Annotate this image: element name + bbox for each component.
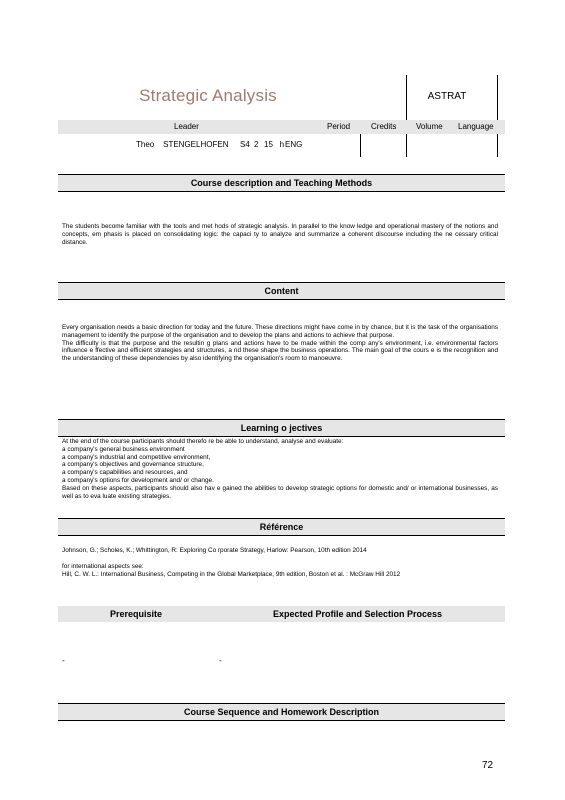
leader-value: Theo STENGELHOFEN <box>136 140 229 149</box>
language-value: ENG <box>285 140 303 149</box>
reference-text <box>62 547 498 578</box>
content-heading: Content <box>58 282 505 300</box>
prerequisite-value: - <box>62 656 65 665</box>
description-text: The students become familiar with the tools and met hods of strategic analysis. In parallel to the know ledge and operational mastery of the notions and concepts, em phasis is placed on consolidating logic: the capaci ty to analyze and summarize a coherent discourse including the ne cessary critical distance. <box>62 223 498 246</box>
period-value: S4 <box>240 140 250 149</box>
reference-line: Johnson, G.; Scholes, K.; Whittington, R: Exploring Co rporate Strategy, Harlow: Pearson, 10th edition 2014 <box>62 547 367 554</box>
prerequisite-profile-header <box>58 606 505 622</box>
language-label: Language <box>458 122 494 131</box>
description-heading: Course description and Teaching Methods <box>58 174 505 192</box>
volume-label: Volume <box>416 122 443 131</box>
credits-label: Credits <box>371 122 397 131</box>
course-title: Strategic Analysis <box>139 86 277 105</box>
profile-value: - <box>219 656 222 665</box>
page-number: 72 <box>482 760 494 771</box>
header-divider-code <box>406 75 407 157</box>
course-code: ASTRAT <box>427 91 467 102</box>
objectives-text <box>62 438 498 500</box>
period-label: Period <box>327 122 351 131</box>
content-text <box>62 324 498 363</box>
content-paragraph: Every organisation needs a basic direction for today and the future. These directions might have come in by chance, but it is the task of the organisations management to identify the purpose of the organisation and to develop the plans and actions to achieve that purpose. <box>62 324 498 339</box>
objective-line: a company's general business environment <box>62 445 185 453</box>
credits-value: 2 <box>254 140 259 149</box>
objective-line: At the end of the course participants should therefo re be able to understand, analyse and evaluate: <box>62 438 344 445</box>
objective-line: a company's industrial and competitive environment, <box>62 453 211 461</box>
reference-line: Hill, C. W. L.: International Business, Competing in the Global Marketplace, 9th edition, Boston et al. : McGraw Hill 2012 <box>62 570 401 578</box>
objective-line: a company's objectives and governance structure, <box>62 461 204 469</box>
reference-heading: Référence <box>58 518 505 536</box>
leader-label: Leader <box>174 122 199 131</box>
objectives-heading: Learning o jectives <box>58 419 505 437</box>
sequence-heading: Course Sequence and Homework Description <box>58 703 505 721</box>
header-divider-right <box>497 75 498 157</box>
content-paragraph: The difficulty is that the purpose and the resultin g plans and actions have to be made within the comp any's environment, i.e. environmental factors influence e ffective and efficient strategies and structures, a nd these shape the business operations. The main goal of the cours e is the recognition and the understanding of these dependencies by also identifying the organisation's room to manoeuvre. <box>62 339 498 363</box>
objective-line: Based on these aspects, participants should also hav e gained the abilities to develop strategic options for domestic and/ or international businesses, as well as to eva luate existing strategies. <box>62 484 498 500</box>
objective-line: a company's options for development and/ or change. <box>62 476 214 484</box>
profile-heading: Expected Profile and Selection Process <box>273 609 443 619</box>
prerequisite-heading: Prerequisite <box>110 609 163 619</box>
reference-line: for international aspects see: <box>62 562 144 570</box>
objective-line: a company's capabilities and resources, and <box>62 469 188 477</box>
volume-value: 15 h <box>264 140 285 149</box>
